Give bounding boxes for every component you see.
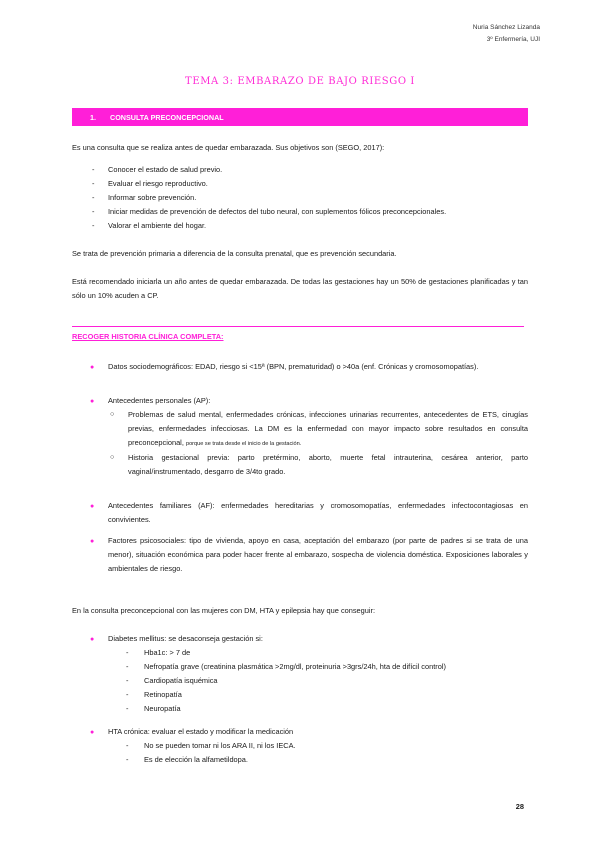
circle-bullet-icon: ○: [110, 454, 115, 461]
list-item: - Evaluar el riesgo reproductivo.: [72, 177, 528, 191]
section-number: 1.: [90, 112, 96, 122]
section-heading: [72, 108, 528, 126]
course-name: 3º Enfermería, UJI: [486, 36, 540, 43]
list-item: - Neuropatía: [108, 702, 528, 716]
sub-item: ○ Problemas de salud mental, enfermedades crónicas, infecciones urinarias recurrentes, antecedentes de ETS, cirugías previas, enfermedades infecciosas. La DM es la enfermedad con mayor impacto sobre resultados en consulta preconcepcional, porque se trata desde el inicio de la gestación.: [110, 410, 528, 447]
list-item: - Informar sobre prevención.: [72, 191, 528, 205]
conditions-intro: En la consulta preconcepcional con las mujeres con DM, HTA y epilepsia hay que conseguir:: [72, 606, 376, 615]
section-label: CONSULTA PRECONCEPCIONAL: [110, 112, 224, 122]
list-item: - Hba1c: > 7 de: [108, 646, 528, 660]
list-item: - Nefropatía grave (creatinina plasmática >2mg/dl, proteinuria >3grs/24h, hta de difícil control): [108, 660, 528, 674]
circle-bullet-icon: ○: [110, 411, 115, 418]
bullet-icon: ●: [90, 503, 95, 510]
author-name: Nuria Sánchez Lizanda: [472, 24, 540, 31]
page-title: TEMA 3: EMBARAZO DE BAJO RIESGO I: [185, 76, 415, 87]
list-item: - Cardiopatía isquémica: [108, 674, 528, 688]
list-item: - Conocer el estado de salud previo.: [72, 163, 528, 177]
recommendation-paragraph: Está recomendado iniciarla un año antes de quedar embarazada. De todas las gestaciones hay un 50% de gestaciones planificadas y tan sólo un 10% acuden a CP.: [72, 277, 528, 300]
list-item: - Valorar el ambiente del hogar.: [72, 219, 528, 233]
bullet-icon: ●: [90, 364, 95, 371]
bullet-psychosocial: ● Factores psicosociales: tipo de vivienda, apoyo en casa, aceptación del embarazo (por parte de padres si se trata de una menor), situación económica para poder hacer frente al embarazo, sospecha de violencia doméstica. Exposiciones laborales y ambientales de riesgo.: [90, 536, 528, 573]
bullet-personal-history: ● Antecedentes personales (AP): ○ Problemas de salud mental, enfermedades crónicas, infecciones urinarias recurrentes, antecedentes de ETS, cirugías previas, enfermedades infecciosas. La DM es la enfermedad con mayor impacto sobre resultados en consulta preconcepcional, porque se trata desde el inicio de la gestación. ○ Historia gestacional previa: parto pretérmino, aborto, muerte fetal intrauterina, cesárea anterior, parto vaginal/instrumentado, desgarro de 3/4to grado.: [72, 394, 528, 479]
list-item: - Es de elección la alfametildopa.: [108, 753, 528, 767]
list-item: - Iniciar medidas de prevención de defectos del tubo neural, con suplementos fólicos preconcepcionales.: [72, 205, 528, 219]
bullet-icon: ●: [90, 538, 95, 545]
bullet-family-history: ● Antecedentes familiares (AF): enfermedades hereditarias y cromosomopatías, enfermedades infectocontagiosas en convivientes.: [90, 501, 528, 524]
list-item: - No se pueden tomar ni los ARA II, ni los IECA.: [108, 739, 528, 753]
bullet-icon: ●: [90, 398, 95, 405]
bullet-icon: ●: [90, 636, 95, 643]
bullet-hta: ● HTA crónica: evaluar el estado y modificar la medicación - No se pueden tomar ni los ARA II, ni los IECA. - Es de elección la alfametildopa.: [72, 725, 528, 767]
prevention-paragraph: Se trata de prevención primaria a diferencia de la consulta prenatal, que es prevención secundaria.: [72, 249, 397, 258]
bullet-sociodemographic: ● Datos sociodemográficos: EDAD, riesgo si <15ª (BPN, prematuridad) o >40a (enf. Crónicas y cromosomopatías).: [72, 360, 528, 374]
list-item: - Retinopatía: [108, 688, 528, 702]
bullet-icon: ●: [90, 729, 95, 736]
sub-item: ○ Historia gestacional previa: parto pretérmino, aborto, muerte fetal intrauterina, cesárea anterior, parto vaginal/instrumentado, desgarro de 3/4to grado.: [110, 453, 528, 476]
bullet-diabetes: ● Diabetes mellitus: se desaconseja gestación si: - Hba1c: > 7 de - Nefropatía grave (creatinina plasmática >2mg/dl, proteinuria >3grs/24h, hta de difícil control) - Cardiopatía isquémica - Retinopatía - Neuropatía: [72, 632, 528, 716]
page-number: 28: [515, 802, 524, 811]
objectives-list: [72, 163, 528, 233]
intro-paragraph: Es una consulta que se realiza antes de quedar embarazada. Sus objetivos son (SEGO, 2017):: [72, 143, 385, 152]
page-header: [473, 22, 540, 46]
history-heading: RECOGER HISTORIA CLÍNICA COMPLETA:: [72, 326, 524, 341]
